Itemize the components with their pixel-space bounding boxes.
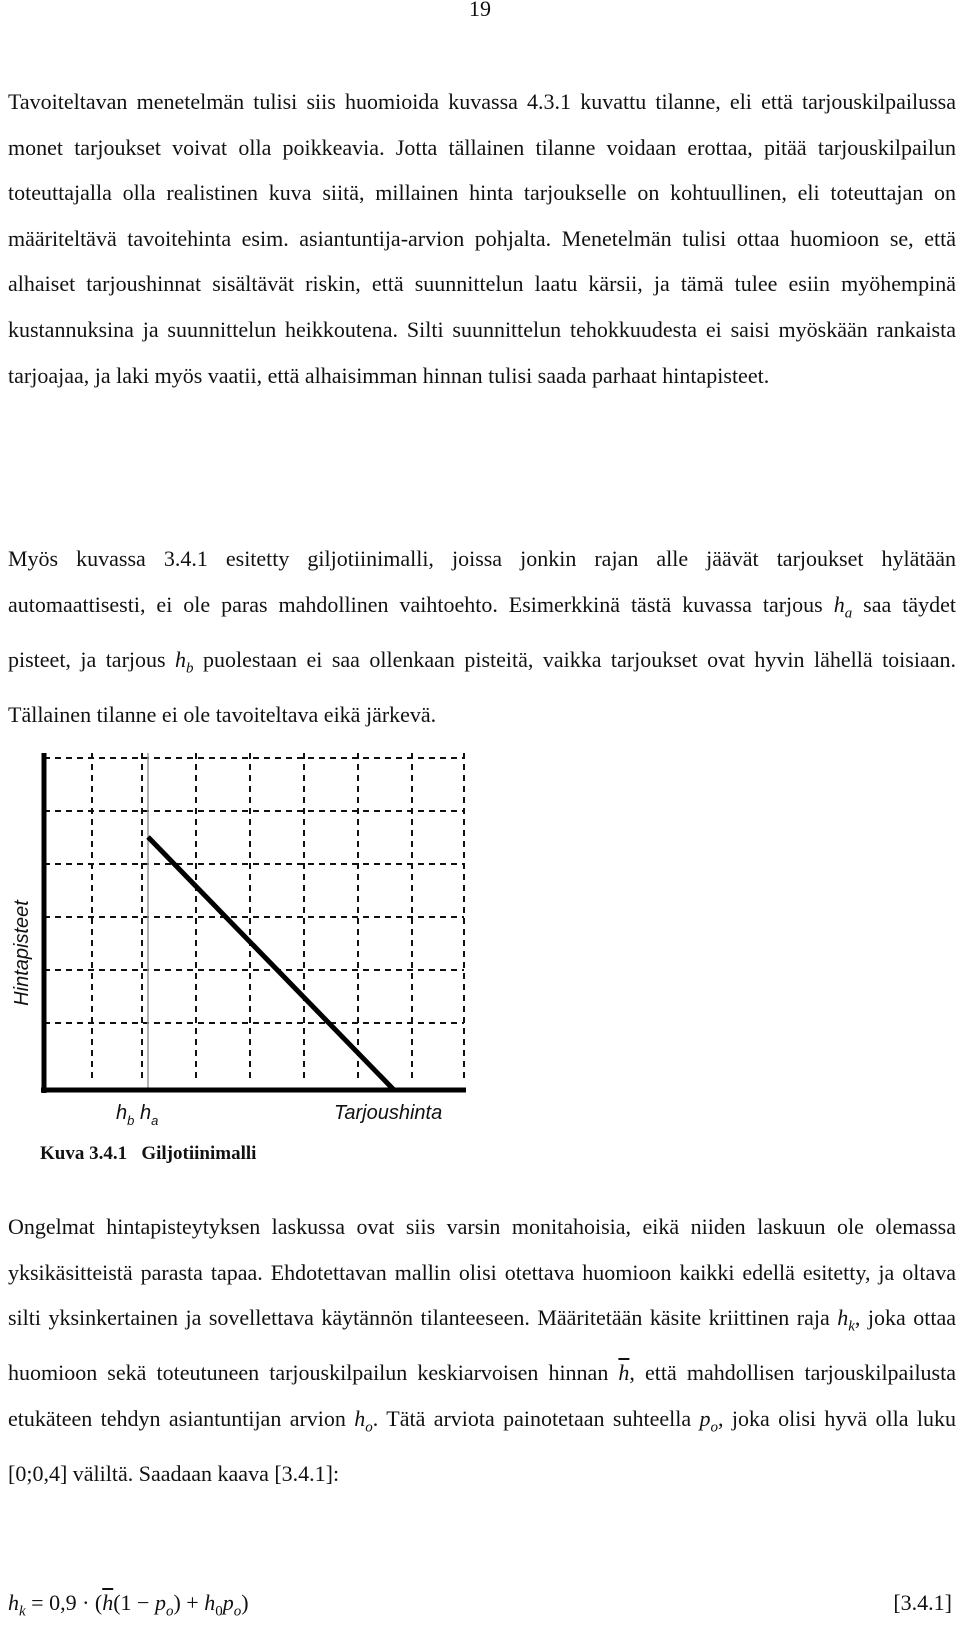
- guillotine-figure: [4, 743, 490, 1129]
- equation-number: [3.4.1]: [893, 1590, 952, 1615]
- p3-text-1: Ongelmat hintapisteytyksen laskussa ovat siis varsin monitahoisia, eikä niiden laskuun ole olemassa yksikäsitteistä parasta tapaa. Ehdotettavan mallin olisi otettava huomioon kaikki edellä esitetty, ja oltava silti yksinkertainen ja sovellettava käytännön tilanteeseen. Määritetään käsite kriittinen raja: [8, 1214, 956, 1331]
- x-axis-label: Tarjoushinta: [334, 1102, 443, 1124]
- var-h-o: h: [354, 1405, 366, 1431]
- var-h-a: h: [833, 591, 845, 617]
- formula-p1-sub: o: [165, 1603, 174, 1620]
- page-number: 19: [469, 0, 491, 21]
- formula-hk-sub: k: [19, 1603, 26, 1620]
- p2-text-3: puolestaan ei saa ollenkaan pisteitä, vaikka tarjoukset ovat hyvin lähellä toisiaan. Tällainen tilanne ei ole tavoiteltava eikä järkevä.: [8, 646, 956, 727]
- sub-a: a: [844, 604, 853, 621]
- paragraph-target-method: Tavoiteltavan menetelmän tulisi siis huomioida kuvassa 4.3.1 kuvattu tilanne, eli että tarjouskilpailussa monet tarjoukset voivat olla poikkeavia. Jotta tällainen tilanne voidaan erottaa, pitää tarjouskilpailun toteuttajalla olla realistinen kuva siitä, millainen hinta tarjoukselle on kohtuullinen, eli toteuttajan on määriteltävä tavoitehinta esim. asiantuntija-arvion pohjalta. Menetelmän tulisi ottaa huomioon se, että alhaiset tarjoushinnat sisältävät riskin, että suunnittelun laatu kärsii, ja tämä tulee esiin myöhempinä kustannuksina ja suunnittelun heikkoutena. Silti suunnittelun tehokkuudesta ei saisi myöskään rankaista tarjoajaa, ja laki myös vaatii, että alhaisimman hinnan tulisi saada parhaat hintapisteet.: [8, 89, 956, 388]
- sub-po: o: [710, 1419, 718, 1436]
- formula-3-4-1: [8, 1590, 249, 1620]
- formula-mid2: ) +: [173, 1590, 205, 1615]
- paragraph-guillotine: [8, 536, 956, 737]
- formula-h0-sub: 0: [215, 1603, 223, 1620]
- grid: [44, 753, 464, 1083]
- formula-p2: p: [222, 1590, 234, 1615]
- var-p-o: p: [699, 1405, 711, 1431]
- formula-hk: h: [8, 1590, 19, 1615]
- var-h-k: h: [837, 1305, 849, 1331]
- sub-o: o: [365, 1419, 373, 1436]
- p3-text-4: . Tätä arviota painotetaan suhteella: [372, 1405, 700, 1431]
- var-h-bar: $\overline{h}$: [618, 1360, 630, 1386]
- var-h-b: h: [175, 646, 187, 672]
- formula-h0: h: [204, 1590, 216, 1615]
- figure-caption: Kuva 3.4.1 Giljotiinimalli: [40, 1143, 257, 1164]
- p3-text-3: , että mahdollisen tarjouskilpailusta etukäteen tehdyn asiantuntijan arvion: [8, 1360, 956, 1431]
- p3-text-2: , joka ottaa huomioon sekä toteutuneen tarjouskilpailun keskiarvoisen hinnan: [8, 1305, 956, 1386]
- paragraph-critical-limit: [8, 1204, 956, 1496]
- tick-ha: $h_a$: [140, 1102, 159, 1128]
- formula-p1: p: [154, 1590, 166, 1615]
- formula-hbar: $\overline{h}$: [102, 1590, 114, 1615]
- sub-b: b: [186, 659, 194, 676]
- p2-text-1: Myös kuvassa 3.4.1 esitetty giljotiinimalli, joissa jonkin rajan alle jäävät tarjoukset hylätään automaattisesti, ei ole paras mahdollinen vaihtoehto. Esimerkkinä tästä kuvassa tarjous: [8, 546, 956, 617]
- p3-text-5: , joka olisi hyvä olla luku [0;0,4] väliltä. Saadaan kaava [3.4.1]:: [8, 1405, 956, 1486]
- tick-hb: $h_b$: [116, 1102, 135, 1128]
- formula-mid: (1 −: [113, 1590, 155, 1615]
- formula-end: ): [241, 1590, 249, 1615]
- formula-eq: = 0,9 · (: [25, 1590, 103, 1615]
- formula-p2-sub: o: [233, 1603, 242, 1620]
- p2-text-2: saa täydet pisteet, ja tarjous: [8, 591, 956, 672]
- y-axis-label: Hintapisteet: [11, 900, 33, 1006]
- sub-k: k: [848, 1318, 855, 1335]
